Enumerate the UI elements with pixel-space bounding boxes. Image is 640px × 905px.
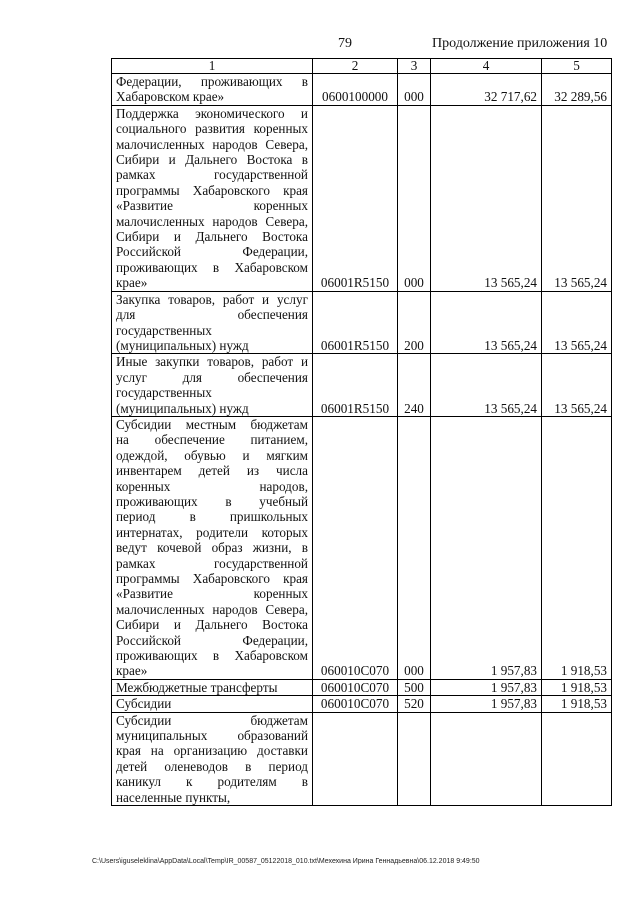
description-line: социального развития коренных bbox=[116, 121, 308, 137]
description-line: на обеспечение питанием, bbox=[116, 432, 308, 448]
amount-year-2: 13 565,24 bbox=[542, 354, 612, 417]
description-line: края на организацию доставки bbox=[116, 743, 308, 759]
description-line: Российской Федерации, bbox=[116, 244, 308, 260]
target-article-code: 06001R5150 bbox=[313, 291, 398, 354]
row-description bbox=[112, 416, 313, 679]
row-description bbox=[112, 105, 313, 291]
description-line: крае» bbox=[116, 275, 148, 291]
description-line: Российской Федерации, bbox=[116, 632, 308, 648]
description-line: рамках государственной bbox=[116, 167, 308, 183]
expense-type-code: 000 bbox=[398, 105, 431, 291]
appendix-label: Продолжение приложения 10 bbox=[432, 36, 608, 51]
row-description bbox=[112, 712, 313, 805]
table-row bbox=[112, 74, 612, 106]
description-line: Субсидии местным бюджетам bbox=[116, 416, 308, 432]
description-line: Субсидии бюджетам bbox=[116, 712, 308, 728]
amount-year-2: 1 918,53 bbox=[542, 679, 612, 695]
description-line: коренных народов, bbox=[116, 478, 308, 494]
row-description bbox=[112, 74, 313, 106]
description-line: инвентарем детей из числа bbox=[116, 463, 308, 479]
amount-year-1: 1 957,83 bbox=[431, 696, 542, 712]
description-line: период в пришкольных bbox=[116, 509, 308, 525]
description-line: (муниципальных) нужд bbox=[116, 337, 249, 353]
description-line: малочисленных народов Севера, bbox=[116, 213, 308, 229]
amount-year-1: 13 565,24 bbox=[431, 105, 542, 291]
table-body bbox=[112, 74, 612, 806]
description-line: программы Хабаровского края bbox=[116, 182, 308, 198]
description-line: Закупка товаров, работ и услуг bbox=[116, 291, 308, 307]
target-article-code: 060010С070 bbox=[313, 679, 398, 695]
description-line: Сибири и Дальнего Востока bbox=[116, 617, 308, 633]
description-line: Субсидии bbox=[116, 696, 172, 712]
amount-year-1 bbox=[431, 712, 542, 805]
table-row bbox=[112, 105, 612, 291]
description-line: рамках государственной bbox=[116, 555, 308, 571]
amount-year-2: 13 565,24 bbox=[542, 105, 612, 291]
target-article-code: 060010С070 bbox=[313, 696, 398, 712]
row-description bbox=[112, 679, 313, 695]
description-line: Сибири и Дальнего Востока bbox=[116, 229, 308, 245]
description-line: муниципальных образований bbox=[116, 728, 308, 744]
description-line: (муниципальных) нужд bbox=[116, 400, 249, 416]
amount-year-2: 1 918,53 bbox=[542, 416, 612, 679]
description-line: одеждой, обувью и мягким bbox=[116, 447, 308, 463]
target-article-code: 0600100000 bbox=[313, 74, 398, 106]
description-line: крае» bbox=[116, 663, 148, 679]
description-line: Поддержка экономического и bbox=[116, 105, 308, 121]
expense-type-code: 500 bbox=[398, 679, 431, 695]
description-line: «Развитие коренных bbox=[116, 198, 308, 214]
expense-type-code: 000 bbox=[398, 74, 431, 106]
table-header-row bbox=[112, 59, 612, 74]
amount-year-1: 13 565,24 bbox=[431, 291, 542, 354]
expense-type-code: 000 bbox=[398, 416, 431, 679]
description-line: населенные пункты, bbox=[116, 789, 231, 805]
expense-type-code: 200 bbox=[398, 291, 431, 354]
page-number: 79 bbox=[338, 36, 352, 51]
expense-type-code: 240 bbox=[398, 354, 431, 417]
column-header-1: 1 bbox=[112, 59, 313, 74]
description-line: «Развитие коренных bbox=[116, 586, 308, 602]
description-line: государственных bbox=[116, 385, 212, 401]
target-article-code bbox=[313, 712, 398, 805]
description-line: программы Хабаровского края bbox=[116, 571, 308, 586]
table-row bbox=[112, 712, 612, 805]
table-row bbox=[112, 354, 612, 417]
amount-year-2: 32 289,56 bbox=[542, 74, 612, 106]
description-line: проживающих в Хабаровском bbox=[116, 259, 308, 275]
row-description bbox=[112, 696, 313, 712]
description-line: малочисленных народов Севера, bbox=[116, 136, 308, 152]
footer-file-path: C:\Users\iguseleklina\AppData\Local\Temp\IR_00587_05122018_010.txt\Мехехина Ирина Геннадьевна\06.12.2018 9:49:50 bbox=[92, 858, 480, 865]
description-line: государственных bbox=[116, 322, 212, 338]
amount-year-1: 32 717,62 bbox=[431, 74, 542, 106]
amount-year-1: 1 957,83 bbox=[431, 679, 542, 695]
amount-year-2 bbox=[542, 712, 612, 805]
amount-year-1: 13 565,24 bbox=[431, 354, 542, 417]
column-header-5: 5 bbox=[542, 59, 612, 74]
amount-year-1: 1 957,83 bbox=[431, 416, 542, 679]
column-header-4: 4 bbox=[431, 59, 542, 74]
description-line: Сибири и Дальнего Востока в bbox=[116, 152, 308, 168]
target-article-code: 060010С070 bbox=[313, 416, 398, 679]
description-line: проживающих в Хабаровском bbox=[116, 648, 308, 664]
description-line: проживающих в учебный bbox=[116, 493, 308, 509]
description-line: для обеспечения bbox=[116, 307, 308, 323]
table-row bbox=[112, 679, 612, 695]
row-description bbox=[112, 354, 313, 417]
expense-type-code bbox=[398, 712, 431, 805]
amount-year-2: 13 565,24 bbox=[542, 291, 612, 354]
table-row bbox=[112, 696, 612, 712]
expense-type-code: 520 bbox=[398, 696, 431, 712]
description-line: услуг для обеспечения bbox=[116, 369, 308, 385]
description-line: каникул к родителям в bbox=[116, 774, 308, 790]
row-description bbox=[112, 291, 313, 354]
description-line: интернатах, родители которых bbox=[116, 524, 308, 540]
target-article-code: 06001R5150 bbox=[313, 354, 398, 417]
description-line: Хабаровском крае» bbox=[116, 89, 225, 105]
description-line: ведут кочевой образ жизни, в bbox=[116, 540, 308, 556]
description-line: Иные закупки товаров, работ и bbox=[116, 354, 308, 370]
table-row bbox=[112, 291, 612, 354]
column-header-3: 3 bbox=[398, 59, 431, 74]
description-line: детей оленеводов в период bbox=[116, 758, 308, 774]
description-line: малочисленных народов Севера, bbox=[116, 601, 308, 617]
column-header-2: 2 bbox=[313, 59, 398, 74]
budget-table bbox=[111, 58, 612, 806]
table-row bbox=[112, 416, 612, 679]
description-line: Межбюджетные трансферты bbox=[116, 679, 278, 695]
description-line: Федерации, проживающих в bbox=[116, 74, 308, 89]
amount-year-2: 1 918,53 bbox=[542, 696, 612, 712]
target-article-code: 06001R5150 bbox=[313, 105, 398, 291]
